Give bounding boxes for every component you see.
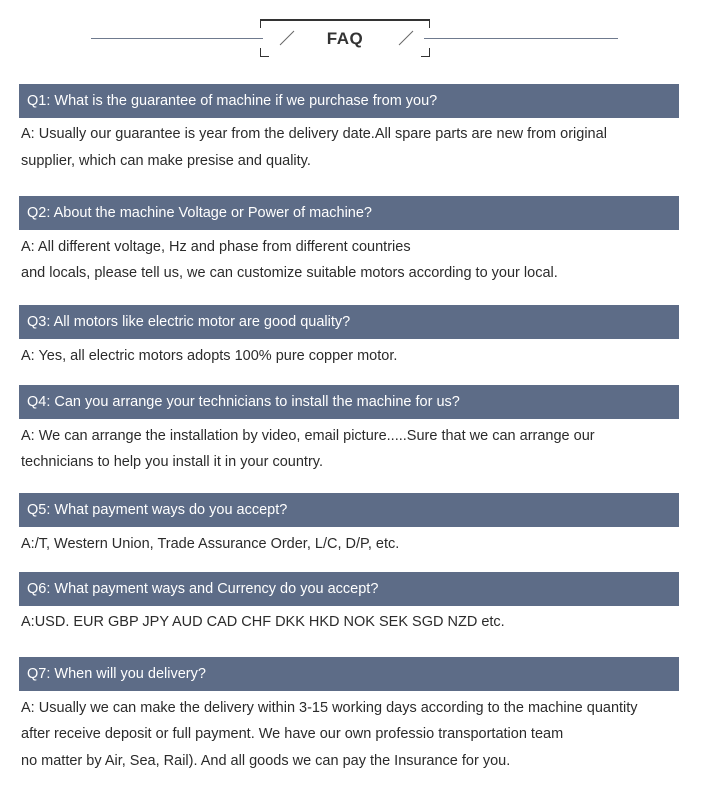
faq-question-2: Q2: About the machine Voltage or Power of machine? (19, 196, 679, 230)
faq-title-frame (260, 19, 430, 57)
faq-answer-1-line-1: A: Usually our guarantee is year from the delivery date.All spare parts are new from original (21, 126, 607, 142)
faq-answer-4-line-1: A: We can arrange the installation by video, email picture.....Sure that we can arrange our (21, 428, 595, 444)
faq-answer-3-line-1: A: Yes, all electric motors adopts 100% pure copper motor. (21, 348, 398, 364)
frame-corner-bottom-left (260, 48, 269, 57)
faq-answer-7-line-3: no matter by Air, Sea, Rail). And all goods we can pay the Insurance for you. (21, 753, 511, 769)
faq-answer-1-line-2: supplier, which can make presise and quality. (21, 153, 311, 169)
page-title: FAQ (326, 29, 364, 48)
frame-corner-top-right (421, 19, 430, 28)
faq-question-3: Q3: All motors like electric motor are good quality? (19, 305, 679, 339)
faq-answer-4-line-2: technicians to help you install it in your country. (21, 454, 323, 470)
faq-question-6: Q6: What payment ways and Currency do you accept? (19, 572, 679, 606)
faq-answer-7-line-1: A: Usually we can make the delivery within 3-15 working days according to the machine quantity (21, 700, 638, 716)
faq-header (0, 0, 704, 70)
faq-answer-6-line-1: A:USD. EUR GBP JPY AUD CAD CHF DKK HKD NOK SEK SGD NZD etc. (21, 614, 505, 630)
frame-corner-bottom-right (421, 48, 430, 57)
faq-answer-5-line-1: A:/T, Western Union, Trade Assurance Order, L/C, D/P, etc. (21, 536, 400, 552)
faq-answer-7-line-2: after receive deposit or full payment. We have our own professio transportation team (21, 726, 564, 742)
frame-corner-top-left (260, 19, 269, 28)
faq-question-1: Q1: What is the guarantee of machine if we purchase from you? (19, 84, 679, 118)
header-divider-right (424, 38, 618, 39)
header-divider-left (91, 38, 263, 39)
faq-question-4: Q4: Can you arrange your technicians to install the machine for us? (19, 385, 679, 419)
faq-question-5: Q5: What payment ways do you accept? (19, 493, 679, 527)
frame-top-edge (260, 19, 430, 21)
faq-answer-2-line-1: A: All different voltage, Hz and phase from different countries (21, 239, 411, 255)
faq-answer-2-line-2: and locals, please tell us, we can customize suitable motors according to your local. (21, 265, 558, 281)
faq-question-7: Q7: When will you delivery? (19, 657, 679, 691)
